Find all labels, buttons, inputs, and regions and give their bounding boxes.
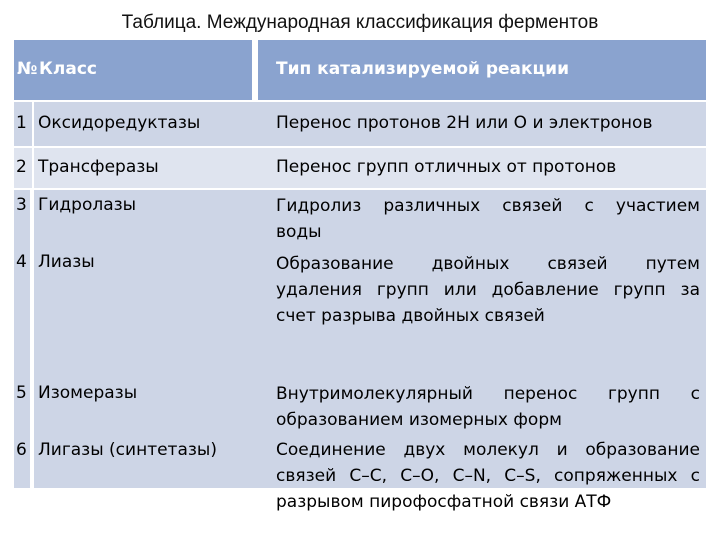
row-class: Оксидоредуктазы — [38, 113, 201, 133]
header-reaction-label: Тип катализируемой реакции — [276, 59, 569, 79]
row-reaction: Перенос протонов 2Н или О и электронов — [276, 113, 653, 133]
row-reaction: Соединение двух молекул и образование связей С–С, С–О, С–N, C–S, сопряженных с разрывом пирофосфатной связи АТФ — [276, 440, 700, 512]
enzyme-classification-table — [14, 40, 706, 512]
row-reaction: Внутримолекулярный перенос групп с образованием изомерных форм — [276, 384, 700, 430]
table-header-row — [14, 40, 706, 100]
row-class: Трансферазы — [38, 157, 159, 177]
row-num: 5 — [16, 383, 27, 403]
row-num: 1 — [16, 113, 27, 133]
table-title: Таблица. Международная классификация ферментов — [121, 12, 599, 33]
table-row — [14, 148, 706, 188]
row-num: 4 — [16, 252, 27, 272]
row-num: 3 — [16, 195, 27, 215]
row-class: Гидролазы — [38, 195, 137, 215]
row-reaction: Образование двойных связей путем удаления групп или добавление групп за счет разрыва двойных связей — [276, 254, 700, 326]
table-row — [14, 102, 706, 146]
row-class: Изомеразы — [38, 383, 138, 403]
header-reaction-cell — [258, 40, 706, 100]
table-row-group — [14, 190, 706, 512]
row-num: 2 — [16, 157, 27, 177]
row-num: 6 — [16, 440, 27, 460]
row-class: Лиазы — [38, 252, 95, 272]
header-class-label: Класс — [39, 59, 97, 79]
row-class: Лигазы (синтетазы) — [38, 440, 217, 460]
header-num-label: № — [17, 59, 38, 79]
row-reaction: Гидролиз различных связей с участием воды — [276, 196, 700, 242]
row-reaction: Перенос групп отличных от протонов — [276, 157, 617, 177]
